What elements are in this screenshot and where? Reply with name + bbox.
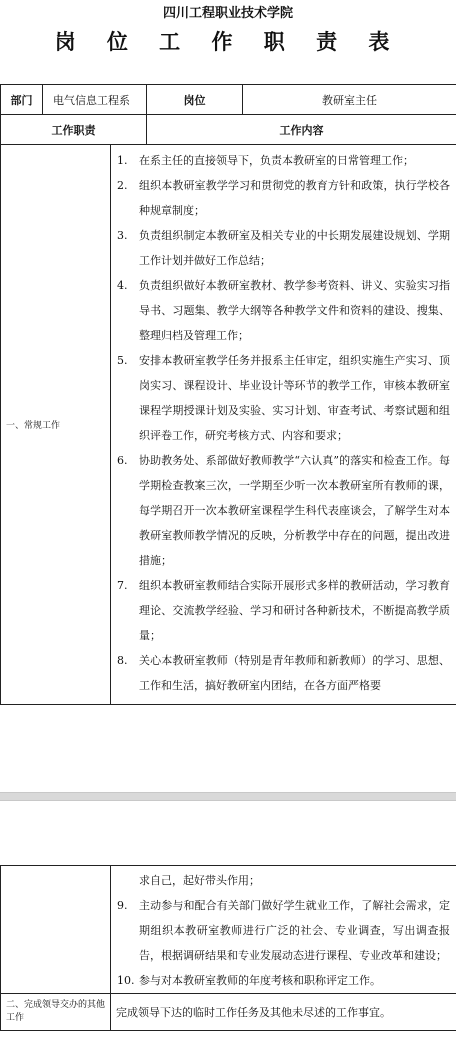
post-value: 教研室主任 [243, 85, 456, 115]
item-text: 安排本教研室教学任务并报系主任审定，组织实施生产实习、顶岗实习、课程设计、毕业设计等环节的教学工作，审核本教研室课程学期授课计划及实验、实习计划、审查考试、考察试题和组织评卷工作，研究考核方式、内容和要求； [139, 354, 450, 442]
duty-list-continued [117, 893, 450, 993]
item-text: 组织本教研室教学学习和贯彻党的教育方针和政策，执行学校各种规章制度； [139, 179, 450, 217]
duty-list [117, 148, 450, 698]
content-cell [111, 866, 456, 994]
page-separator [0, 792, 456, 801]
item-number: 8. [117, 654, 128, 667]
item-number: 10. [117, 974, 135, 987]
list-item [117, 348, 450, 448]
item-number: 1. [117, 154, 128, 167]
category-cell: 二、完成领导交办的其他工作 [1, 994, 111, 1031]
list-item [117, 648, 450, 698]
item-text: 组织本教研室教师结合实际开展形式多样的教研活动，学习教育理论、交流教学经验、学习和研讨各种新技术，不断提高教学质量； [139, 579, 450, 642]
info-row [1, 85, 456, 115]
item-text: 参与对本教研室教师的年度考核和职称评定工作。 [139, 974, 381, 987]
item-text: 在系主任的直接领导下，负责本教研室的日常管理工作； [139, 154, 414, 167]
item-text: 主动参与和配合有关部门做好学生就业工作，了解社会需求，定期组织本教研室教师进行广泛的社会、专业调查，写出调查报告，根据调研结果和专业发展动态进行课程、专业改革和建设； [139, 899, 450, 962]
category-cell-empty [1, 866, 111, 994]
item-text: 负责组织做好本教研室教材、教学参考资料、讲义、实验实习指导书、习题集、教学大纲等各种教学文件和资料的建设、搜集、整理归档及管理工作； [139, 279, 450, 342]
item-text: 协助教务处、系部做好教师教学“六认真”的落实和检查工作。每学期检查教案三次，一学期至少听一次本教研室所有教师的课，每学期召开一次本教研室课程学生科代表座谈会，了解学生对本教研室教师教学情况的反映，分析教学中存在的问题，提出改进措施； [139, 454, 450, 567]
dept-value: 电气信息工程系 [43, 85, 147, 115]
content-cell [111, 145, 456, 705]
document-title: 岗 位 工 作 职 责 表 [54, 30, 402, 54]
list-item [117, 893, 450, 968]
table-row [1, 145, 456, 705]
content-cell: 完成领导下达的临时工作任务及其他未尽述的工作事宜。 [111, 994, 456, 1031]
item-text: 负责组织制定本教研室及相关专业的中长期发展建设规划、学期工作计划并做好工作总结； [139, 229, 450, 267]
table-row [1, 866, 456, 994]
table-row [1, 994, 456, 1031]
post-label: 岗位 [147, 85, 243, 115]
list-item [117, 148, 450, 173]
list-item [117, 968, 450, 993]
school-name: 四川工程职业技术学院 [162, 6, 293, 21]
content-column-header: 工作内容 [147, 115, 456, 145]
list-item [117, 223, 450, 273]
item-number: 2. [117, 179, 128, 192]
duty-column-header: 工作职责 [1, 115, 147, 145]
list-item [117, 273, 450, 348]
dept-label: 部门 [1, 85, 43, 115]
item-number: 6. [117, 454, 128, 467]
item-number: 5. [117, 354, 128, 367]
duty-table [0, 144, 456, 705]
column-header-row [1, 115, 456, 145]
continued-text: 求自己，起好带头作用； [139, 874, 260, 887]
duty-table-continued [0, 865, 456, 1031]
info-table [0, 84, 456, 145]
page-2 [0, 801, 456, 1063]
category-cell: 一、常规工作 [1, 145, 111, 705]
item-number: 3. [117, 229, 128, 242]
list-item [117, 173, 450, 223]
list-item [117, 448, 450, 573]
list-item [117, 573, 450, 648]
item-number: 9. [117, 899, 128, 912]
item-number: 4. [117, 279, 128, 292]
item-text: 关心本教研室教师（特别是青年教师和新教师）的学习、思想、工作和生活，搞好教研室内团结，在各方面严格要 [139, 654, 450, 692]
item-number: 7. [117, 579, 128, 592]
